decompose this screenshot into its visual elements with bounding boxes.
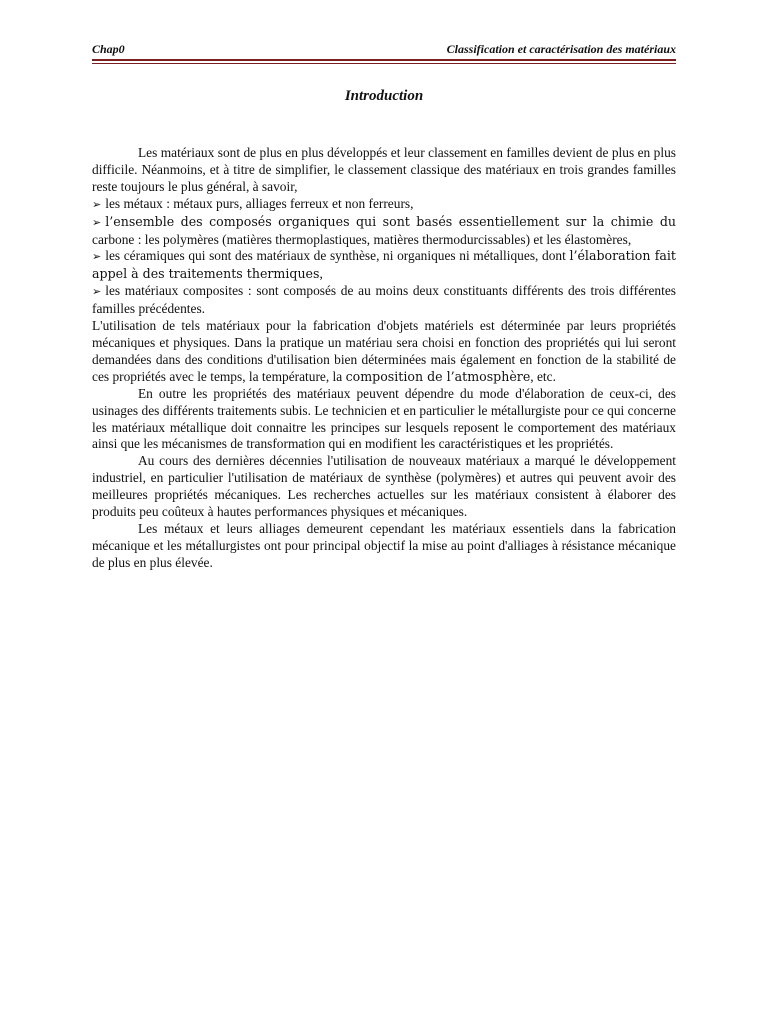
bullet-ceramiques — [92, 248, 676, 283]
page-title: Introduction — [344, 88, 424, 104]
paragraph-decennies: Au cours des dernières décennies l'utilisation de nouveaux matériaux a marqué le développement industriel, en particulier l'utilisation de matériaux de synthèse (polymères) et autres qui peuvent avoir des meilleures propriétés mécaniques. Les recherches actuelles sur les matériaux consistent à élaborer des produits peu coûteux à hautes performances physiques et mécaniques. — [92, 453, 676, 520]
bullet-organiques — [92, 214, 676, 249]
document-body — [92, 145, 676, 572]
bullet-organiques-lead: l’ensemble des composés organiques qui sont basés essentiellement sur la chimie du — [105, 213, 676, 229]
bullet-composites: ➢ les matériaux composites : sont composés de au moins deux constituants différents des trois différentes familles précédentes. — [92, 283, 676, 318]
header-rule-thin — [92, 63, 676, 64]
page-header — [92, 42, 676, 57]
paragraph-utilisation-end: , etc. — [530, 368, 556, 384]
paragraph-intro: Les matériaux sont de plus en plus développés et leur classement en familles devient de plus en plus difficile. Néanmoins, et à titre de simplifier, le classement classique des matériaux en trois grandes familles reste toujours le plus général, à savoir, — [92, 145, 676, 194]
paragraph-utilisation-alt: composition de l’atmosphère — [345, 368, 531, 384]
bullet-ceramiques-lead: les céramiques qui sont des matériaux de synthèse, ni organiques ni métalliques, dont — [105, 248, 566, 264]
header-rule-thick — [92, 59, 676, 61]
paragraph-proprietes: En outre les propriétés des matériaux peuvent dépendre du mode d'élaboration de ceux-ci, des usinages des différents traitements subis. Le technicien et en particulier le métallurgiste pour ce qui concerne les matériaux métallique doit connaitre les principes sur lesquels reposent le comportement des matériaux ainsi que les mécanismes de transformation qui en modifient les caractéristiques et les propriétés. — [92, 385, 676, 452]
paragraph-utilisation — [92, 318, 676, 386]
bullet-ceramiques-end: , — [319, 266, 323, 282]
bullet-organiques-rest: carbone : les polymères (matières thermoplastiques, matières thermodurcissables) et les élastomères, — [92, 231, 632, 247]
bullet-metaux: ➢ les métaux : métaux purs, alliages ferreux et non ferreurs, — [92, 196, 676, 214]
header-section-title: Classification et caractérisation des matériaux — [446, 42, 676, 56]
paragraph-utilisation-text: L'utilisation de tels matériaux pour la fabrication d'objets matériels est déterminée par leurs propriétés mécaniques et physiques. Dans la pratique un matériau sera choisi en fonction des propriétés qui lui seront demandées dans des conditions d'utilisation bien déterminées mais également en fonction de la stabilité de ces propriétés avec le temps, la température, la — [92, 318, 676, 384]
bullet-ceramiques-alt: l’élaboration fait appel à des traitements thermiques — [92, 248, 676, 282]
paragraph-metaux-alliages: Les métaux et leurs alliages demeurent cependant les matériaux essentiels dans la fabrication mécanique et les métallurgistes ont pour principal objectif la mise au point d'alliages à résistance mécanique de plus en plus élevée. — [92, 520, 676, 570]
header-chapter: Chap0 — [92, 42, 125, 56]
